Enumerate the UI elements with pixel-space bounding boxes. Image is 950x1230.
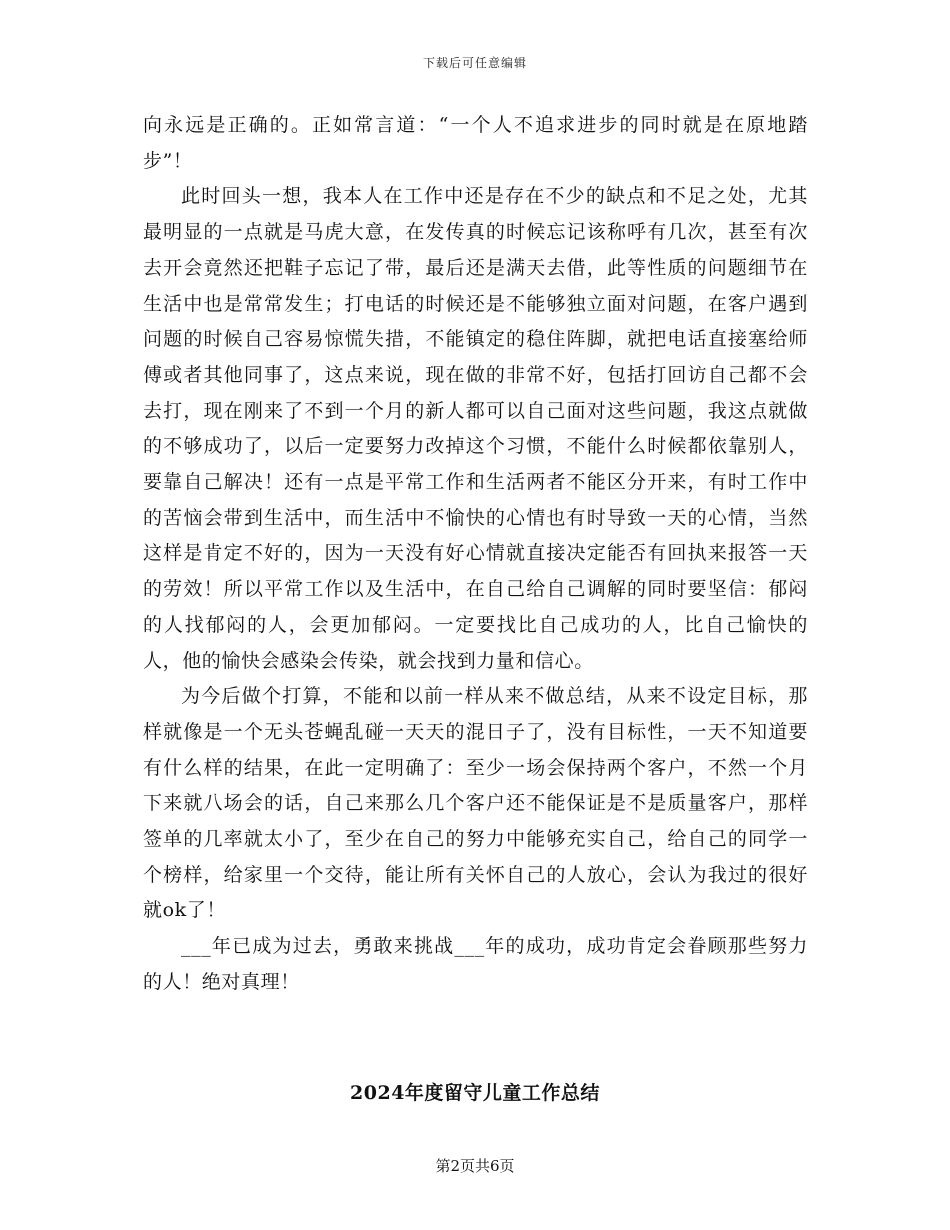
page-number: 第2页共6页 (435, 1157, 515, 1175)
paragraph-3: 为今后做个打算，不能和以前一样从来不做总结，从来不设定目标，那样就像是一个无头苍蝇乱碰一天天的混日子了，没有目标性，一天不知道要有什么样的结果，在此一定明确了：至少一场会保持两个客户，不然一个月下来就八场会的话，自己来那么几个客户还不能保证是不是质量客户，那样签单的几率就太小了，至少在自己的努力中能够充实自己，给自己的同学一个榜样，给家里一个交待，能让所有关怀自己的人放心，会认为我过的很好就ok了！ (143, 685, 808, 922)
body-text (143, 108, 808, 1001)
paragraph-4: ___年已成为过去，勇敢来挑战___年的成功，成功肯定会眷顾那些努力的人！绝对真理！ (143, 935, 808, 993)
section-title: 2024年度留守儿童工作总结 (350, 1082, 600, 1104)
paragraph-2: 此时回头一想，我本人在工作中还是存在不少的缺点和不足之处，尤其最明显的一点就是马虎大意，在发传真的时候忘记该称呼有几次，甚至有次去开会竟然还把鞋子忘记了带，最后还是满天去借，此等性质的问题细节在生活中也是常常发生；打电话的时候还是不能够独立面对问题，在客户遇到问题的时候自己容易惊慌失措，不能镇定的稳住阵脚，就把电话直接塞给师傅或者其他同事了，这点来说，现在做的非常不好，包括打回访自己都不会去打，现在刚来了不到一个月的新人都可以自己面对这些问题，我这点就做的不够成功了，以后一定要努力改掉这个习惯，不能什么时候都依靠别人，要靠自己解决！还有一点是平常工作和生活两者不能区分开来，有时工作中的苦恼会带到生活中，而生活中不愉快的心情也有时导致一天的心情，当然这样是肯定不好的，因为一天没有好心情就直接决定能否有回执来报答一天的劳效！所以平常工作以及生活中，在自己给自己调解的同时要坚信：郁闷的人找郁闷的人，会更加郁闷。一定要找比自己成功的人，比自己愉快的人，他的愉快会感染会传染，就会找到力量和信心。 (143, 185, 808, 672)
paragraph-1: 向永远是正确的。正如常言道：“一个人不追求进步的同时就是在原地踏步”！ (143, 114, 808, 172)
header-note: 下载后可任意编辑 (422, 56, 527, 70)
